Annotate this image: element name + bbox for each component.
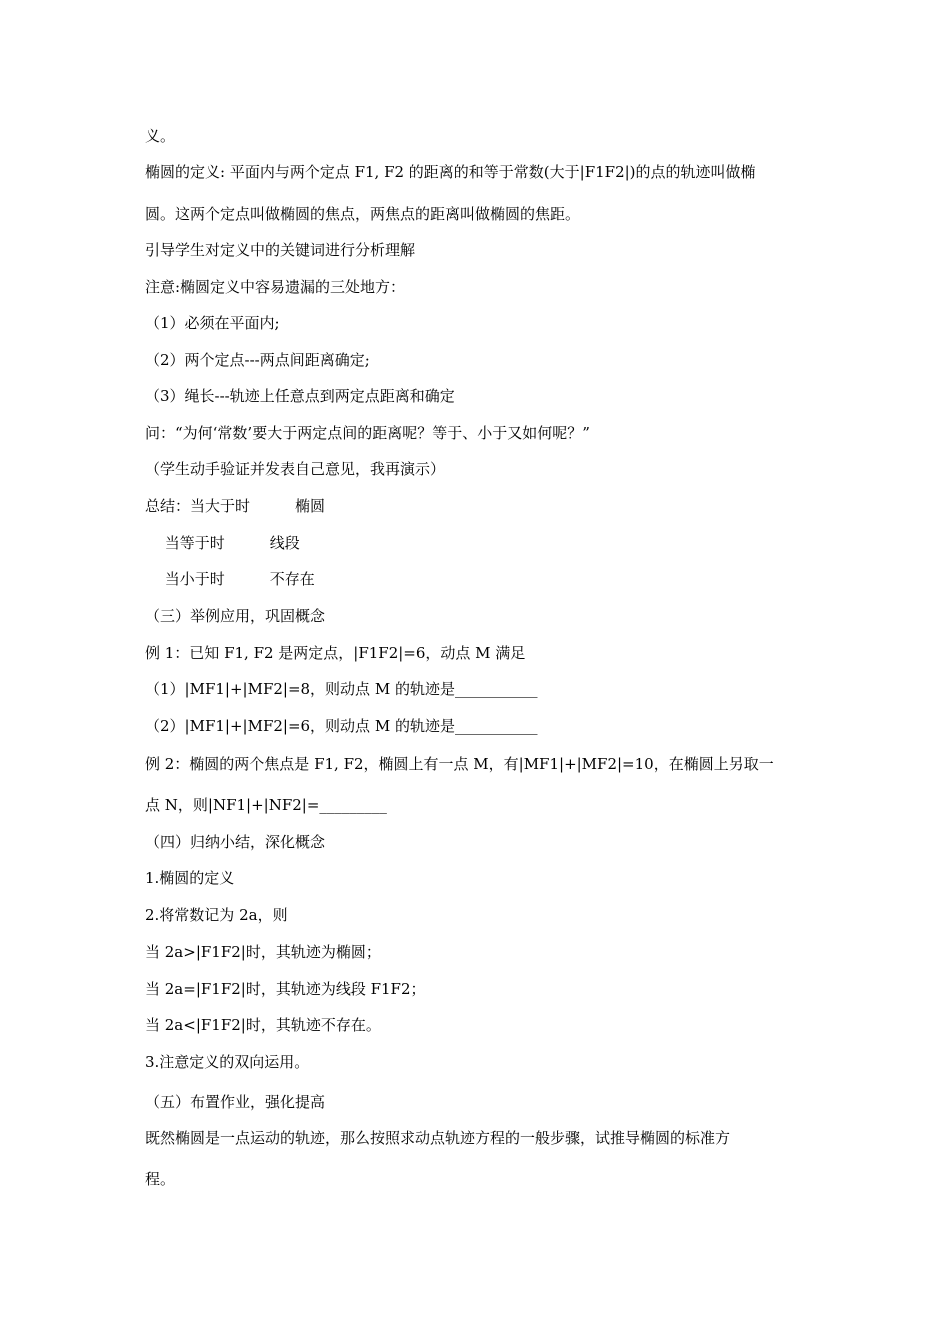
text-line: （1）|MF1|+|MF2|=8，则动点 M 的轨迹是___________	[145, 680, 538, 698]
text-line: 点 N，则|NF1|+|NF2|=_________	[145, 796, 387, 814]
text-line: 例 1：已知 F1, F2 是两定点，|F1F2|=6，动点 M 满足	[145, 644, 526, 662]
text-line: 3.注意定义的双向运用。	[145, 1053, 310, 1071]
text-line: 既然椭圆是一点运动的轨迹，那么按照求动点轨迹方程的一般步骤，试推导椭圆的标准方	[145, 1129, 731, 1147]
text-line: 总结：当大于时 椭圆	[145, 497, 326, 515]
text-line: 1.椭圆的定义	[145, 869, 235, 887]
text-line: 2.将常数记为 2a，则	[145, 906, 288, 924]
text-line: 当等于时 线段	[145, 534, 300, 552]
text-line: （三）举例应用，巩固概念	[145, 607, 326, 625]
text-line: 当 2a>|F1F2|时，其轨迹为椭圆；	[145, 943, 381, 961]
text-line: 问：“为何‘常数’要大于两定点间的距离呢？等于、小于又如何呢？”	[145, 424, 590, 442]
text-line: （学生动手验证并发表自己意见，我再演示）	[145, 460, 446, 478]
text-line: 义。	[145, 127, 176, 145]
text-line: 当 2a=|F1F2|时，其轨迹为线段 F1F2；	[145, 980, 426, 998]
text-line: （2）两个定点---两点间距离确定;	[145, 351, 370, 369]
text-line: 椭圆的定义: 平面内与两个定点 F1, F2 的距离的和等于常数(大于|F1F2|)的点的轨迹叫做椭	[145, 163, 756, 181]
text-line: 圆。这两个定点叫做椭圆的焦点，两焦点的距离叫做椭圆的焦距。	[145, 205, 581, 223]
text-line: 引导学生对定义中的关键词进行分析理解	[145, 241, 416, 259]
text-line: （五）布置作业，强化提高	[145, 1093, 326, 1111]
text-line: 例 2：椭圆的两个焦点是 F1, F2，椭圆上有一点 M，有|MF1|+|MF2|=10，在椭圆上另取一	[145, 755, 774, 773]
text-line: 当 2a<|F1F2|时，其轨迹不存在。	[145, 1016, 381, 1034]
text-line: （1）必须在平面内;	[145, 314, 280, 332]
text-line: 当小于时 不存在	[145, 570, 315, 588]
text-line: 注意:椭圆定义中容易遗漏的三处地方：	[145, 278, 406, 296]
text-line: （2）|MF1|+|MF2|=6，则动点 M 的轨迹是___________	[145, 717, 538, 735]
text-line: 程。	[145, 1170, 176, 1188]
text-line: （3）绳长---轨迹上任意点到两定点距离和确定	[145, 387, 455, 405]
text-line: （四）归纳小结，深化概念	[145, 833, 326, 851]
